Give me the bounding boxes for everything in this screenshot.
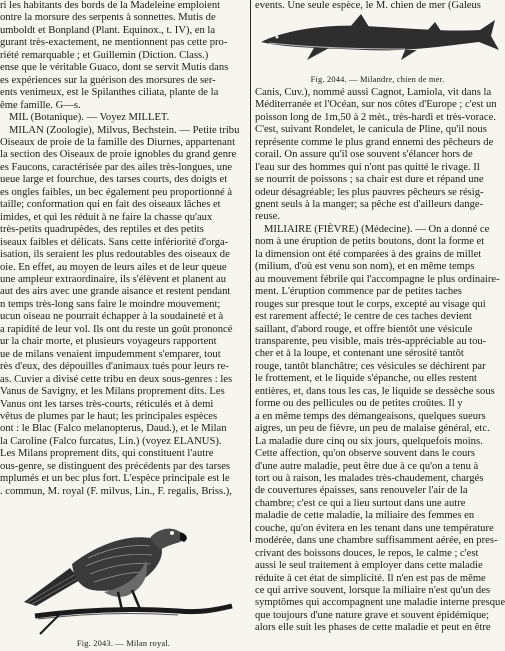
milandre-shark-illustration [255, 12, 500, 74]
text-line: rouges sur presque tout le corps, excepté au visage qui [255, 298, 486, 310]
text-line: de couvertures épaisses, sans renouveler l'air de la [255, 485, 468, 497]
text-line: Les Milans proprement dits, qui constituent l'autre [0, 448, 214, 460]
text-line: que toujours d'une nature grave et souvent épidémique; [255, 609, 490, 621]
right-top-line: events. Une seule espèce, le M. chien de mer (Galeus [255, 0, 481, 11]
text-line: . commun, M. royal (F. milvus, Lin., F. regalis, Briss.), [0, 485, 232, 497]
text-line: a rapidité de leur vol. Ils ont du reste un goût prononcé [0, 323, 233, 335]
text-line: es Faucons, caractérisée par des ailes très-longues, une [0, 161, 233, 173]
figure-caption-2044: Fig. 2044. — Milandre, chien de mer. [310, 75, 445, 85]
text-line: entières, et, dans tous les cas, le liquide se dessèche sous [255, 385, 495, 397]
text-line: a en même temps des démangeaisons, quelques sueurs [255, 410, 486, 422]
text-line: mplumés et un bec plus fort. L'espèce principale est le [0, 473, 230, 485]
text-line: alors elle suit les phases de cette maladie et peut en être [255, 622, 491, 634]
text-line: ense que le véritable Guaco, dont se servit Mutis dans [0, 62, 229, 74]
text-line: au mouvement fébrile qui l'accompagne le plus ordinaire- [255, 273, 500, 285]
text-line: es expériences sur la guérison des morsures de ser- [0, 74, 216, 86]
text-line: vêtus de plumes par le haut; les principales espèces [0, 410, 218, 422]
text-line: ont : le Blac (Falco melanopterus, Daud.), et le Milan [0, 423, 227, 435]
text-line: riété remarquable ; et Guillemin (Diction. Class.) [0, 49, 209, 61]
text-line: Méditerranée et l'Océan, sur nos côtes d'Europe ; c'est un [255, 99, 497, 111]
text-line: cher et à la loupe, et contenant une sérosité tantôt [255, 348, 464, 360]
entry-mil: MIL (Botanique). — Voyez MILLET. [9, 112, 170, 124]
right-column [255, 0, 505, 634]
text-line: gurant très-exactement, ne mentionnent pas cette pro- [0, 37, 228, 49]
text-line: aut des airs avec une grande aisance et restent pendant [0, 286, 231, 298]
text-line: ous-genre, se distinguent des précédents par des tarses [0, 460, 231, 472]
text-line: ents venimeux, est le Spilanthes ciliata, plante de la [0, 87, 219, 99]
text-line: poisson long de 1m,50 à 2 mèt., très-hardi et très-vorace. [255, 111, 496, 123]
text-line: la Caroline (Falco furcatus, Lin.) (voyez ELANUS). [0, 435, 222, 447]
text-line: ce qui arrive souvent, lorsque la miliaire n'est qu'un des [255, 585, 491, 597]
text-line: couche, qu'on évitera en les tenant dans une température [255, 522, 494, 534]
text-line: maladie de cette maladie, la miliaire des femmes en [255, 510, 475, 522]
text-line: ment. L'éruption commence par de petites taches [255, 286, 462, 298]
text-line: ue de milans venaient impudemment s'emparer, tout [0, 348, 221, 360]
text-line: aussi le seul traitement à employer dans cette maladie [255, 560, 483, 572]
text-line: ucun oiseau ne pourrait échapper à la soudaineté et à [0, 311, 224, 323]
text-line: modérée, dans une chambre suffisamment aérée, en pres- [255, 535, 498, 547]
text-line: se nourrit de poissons ; sa chair est dure et répand une [255, 174, 484, 186]
text-line: tort ou à raison, les malades très-chaudement, chargés [255, 472, 484, 484]
text-line: es ongles faibles, un bec également peu proportionné à [0, 186, 233, 198]
miliaire-entry [255, 223, 505, 635]
text-line: La maladie dure cinq ou six jours, quelquefois moins. [255, 435, 483, 447]
text-line: l'eau sur des hommes qui n'ont pas quitté le rivage. Il [255, 161, 480, 173]
guaco-paragraph [0, 0, 247, 112]
text-line: crivant des boissons douces, le repos, le calme ; c'est [255, 547, 479, 559]
text-line: transparente, peu visible, mais très-appréciable au tou- [255, 335, 487, 347]
text-line: imides, et qui les réduit à ne faire la chasse qu'aux [0, 211, 213, 223]
text-line: ontre la morsure des serpents à sonnettes. Mutis de [0, 12, 216, 24]
text-line: ur la chair morte, et plusieurs voyageurs rapportent [0, 336, 217, 348]
text-line: odeur désagréable; les plus pauvres pêcheurs se résig- [255, 186, 484, 198]
text-line: représente comme le plus grand ennemi des pêcheurs de [255, 136, 494, 148]
text-line: Cette affection, qu'on observe souvent dans le cours [255, 448, 476, 460]
text-line: gnent seuls à la manger; sa pêche est d'ailleurs dange- [255, 198, 484, 210]
text-line: la section des Oiseaux de proie ignobles du grand genre [0, 149, 237, 161]
text-line: aigres, un peu de fièvre, un peu de malaise général, etc. [255, 423, 490, 435]
text-line: saillant, d'abord rouge, et offre bientôt une vésicule [255, 323, 473, 335]
text-line: (milium, d'où est venu son nom), et en même temps [255, 261, 475, 273]
text-line: une ampleur extraordinaire, ils s'élèvent et planent au [0, 273, 227, 285]
left-column [0, 0, 247, 649]
text-line: isation, ils seraient les plus redoutables des oiseaux de [0, 249, 230, 261]
text-line: ueue large et fourchue, des tarses courts, des doigts et [0, 174, 228, 186]
text-line: ri les habitants des bords de la Madeleine emploient [0, 0, 221, 11]
text-line: forme ou des pellicules ou de petites croûtes. Il y [255, 398, 463, 410]
text-line: corail. On assure qu'il ose souvent s'élancer hors de [255, 149, 473, 161]
text-line: d'une autre maladie, peut être due à ce qu'on a tenu à [255, 460, 479, 472]
text-line: Vanus de Savigny, et les Milans proprement dits. Les [0, 386, 225, 398]
text-line: MILIAIRE (FIÈVRE) (Médecine). — On a donné ce [264, 223, 490, 235]
milan-entry [0, 125, 247, 499]
text-line: taille; conformation qui en fait des oiseaux lâches et [0, 199, 221, 211]
text-line: nom à une éruption de petits boutons, dont la forme et [255, 236, 485, 248]
text-line: MILAN (Zoologie), Milvus, Bechstein. — Petite tribu [9, 124, 240, 136]
text-line: est rarement affecté; le centre de ces taches devient [255, 311, 472, 323]
text-line: rouge, tantôt blanchâtre; ces vésicules se déchirent par [255, 360, 486, 372]
text-line: as. Cuvier a divisé cette tribu en deux sous-genres : les [0, 373, 233, 385]
text-line: Oiseaux de proie de la famille des Diurnes, appartenant [0, 136, 236, 148]
figure-caption-2043: Fig. 2043. — Milan royal. [76, 639, 171, 649]
milan-royal-illustration [0, 498, 247, 638]
text-line: ême famille. G—s. [0, 99, 81, 111]
text-line: rès d'eux, des dépouilles d'animaux tués pour leurs re- [0, 361, 229, 373]
text-line: Vanus ont les tarses très-courts, réticulés et à demi [0, 398, 214, 410]
text-line: très-petits quadrupèdes, des reptiles et des petits [0, 224, 204, 236]
text-line: oie. En effet, au moyen de leurs ailes et de leur queue [0, 261, 227, 273]
text-line: chambre; c'est ce qui a lieu surtout dans une autre [255, 497, 466, 509]
text-line: Canis, Cuv.), nommé aussi Cagnot, Lamiola, vit dans la [255, 86, 492, 98]
text-line: symptômes qui accompagnent une maladie interne presque [255, 597, 505, 609]
text-line: n temps très-long sans faire le moindre mouvement; [0, 298, 221, 310]
text-line: reuse. [255, 211, 280, 223]
text-line: le frottement, et le liquide s'épanche, ou elles restent [255, 373, 477, 385]
text-line: iseaux faibles et délicats. Sans cette infériorité d'orga- [0, 236, 229, 248]
text-line: C'est, suivant Rondelet, le canicula de Pline, qu'il nous [255, 124, 487, 136]
text-line: réduite à cet état de simplicité. Il n'en est pas de même [255, 572, 486, 584]
column-divider [250, 0, 251, 542]
text-line: umboldt et Bonpland (Plant. Equinox., t. IV), en la [0, 24, 216, 36]
text-line: la dimension ont été comparées à des grains de millet [255, 248, 482, 260]
milandre-entry [255, 87, 500, 224]
